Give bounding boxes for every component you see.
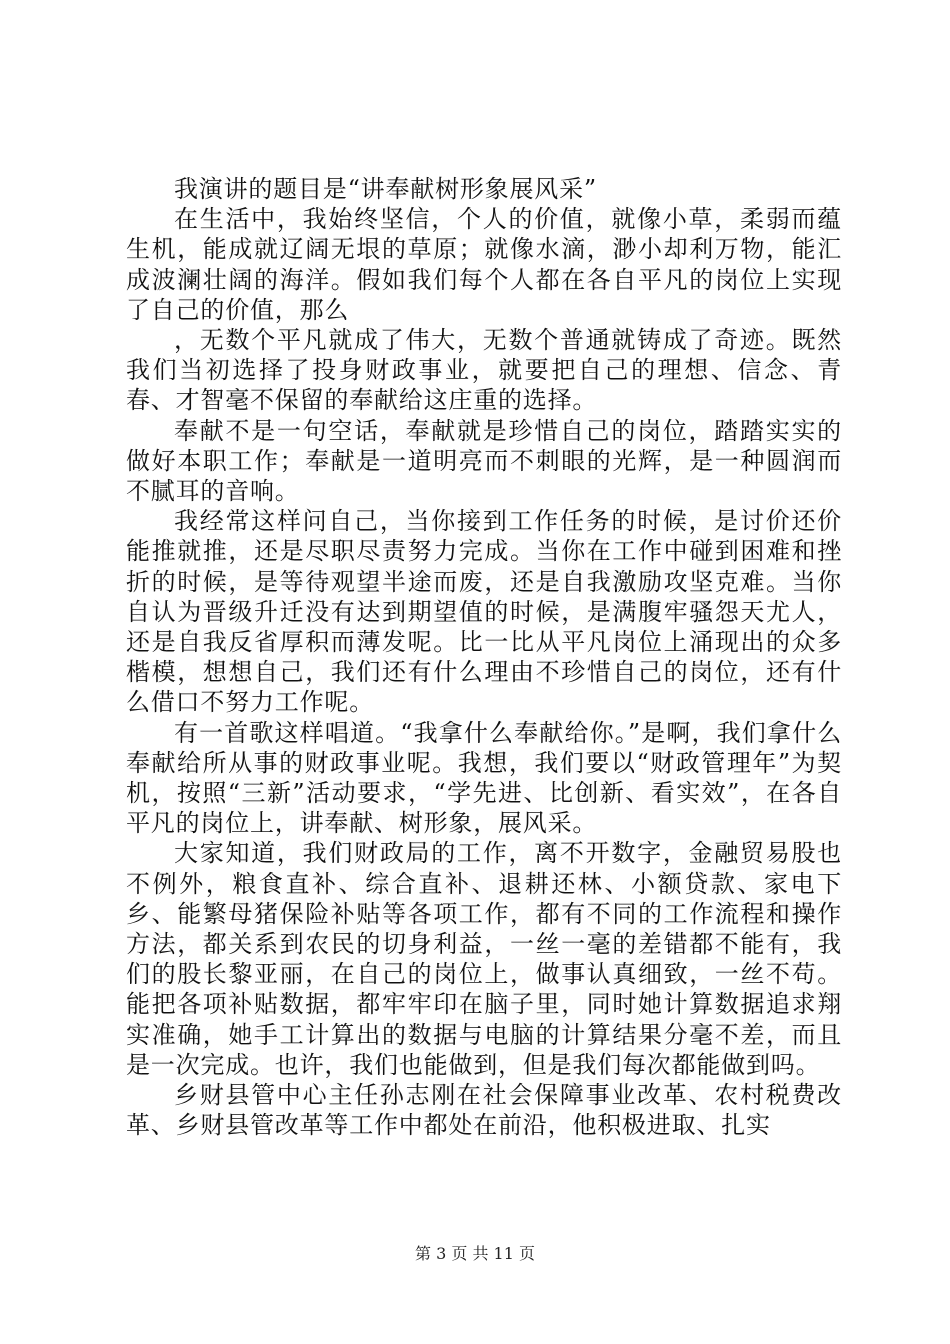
page-footer: 第 3 页 共 11 页 [415, 1244, 535, 1263]
paragraph: 在生活中，我始终坚信，个人的价值，就像小草，柔弱而蕴生机，能成就辽阔无垠的草原；就像水滴，渺小却利万物，能汇成波澜壮阔的海洋。假如我们每个人都在各自平凡的岗位上实现了自己的价值，那么 [126, 205, 842, 324]
paragraph: 大家知道，我们财政局的工作，离不开数字，金融贸易股也不例外，粮食直补、综合直补、退耕还林、小额贷款、家电下乡、能繁母猪保险补贴等各项工作，都有不同的工作流程和操作方法，都关系到农民的切身利益，一丝一毫的差错都不能有，我们的股长黎亚丽，在自己的岗位上，做事认真细致，一丝不苟。能把各项补贴数据，都牢牢印在脑子里，同时她计算数据追求翔实准确，她手工计算出的数据与电脑的计算结果分毫不差，而且是一次完成。也许，我们也能做到，但是我们每次都能做到吗。 [126, 839, 842, 1079]
body-text [126, 174, 842, 1141]
paragraph: ，无数个平凡就成了伟大，无数个普通就铸成了奇迹。既然我们当初选择了投身财政事业，就要把自己的理想、信念、青春、才智毫不保留的奉献给这庄重的选择。 [126, 326, 842, 415]
paragraph: 有一首歌这样唱道。“我拿什么奉献给你。”是啊，我们拿什么奉献给所从事的财政事业呢。我想，我们要以“财政管理年”为契机，按照“三新”活动要求，“学先进、比创新、看实效”，在各自平凡的岗位上，讲奉献、树形象，展风采。 [126, 718, 842, 838]
paragraph: 我经常这样问自己，当你接到工作任务的时候，是讨价还价能推就推，还是尽职尽责努力完成。当你在工作中碰到困难和挫折的时候，是等待观望半途而废，还是自我激励攻坚克难。当你自认为晋级升迁没有达到期望值的时候，是满腹牢骚怨天尤人，还是自我反省厚积而薄发呢。比一比从平凡岗位上涌现出的众多楷模，想想自己，我们还有什么理由不珍惜自己的岗位，还有什么借口不努力工作呢。 [126, 507, 842, 717]
paragraph-title: 我演讲的题目是“讲奉献树形象展风采” [174, 175, 597, 203]
paragraph: 乡财县管中心主任孙志刚在社会保障事业改革、农村税费改革、乡财县管改革等工作中都处在前沿，他积极进取、扎实 [126, 1081, 842, 1140]
paragraph: 奉献不是一句空话，奉献就是珍惜自己的岗位，踏踏实实的做好本职工作；奉献是一道明亮而不刺眼的光辉，是一种圆润而不腻耳的音响。 [126, 416, 842, 506]
